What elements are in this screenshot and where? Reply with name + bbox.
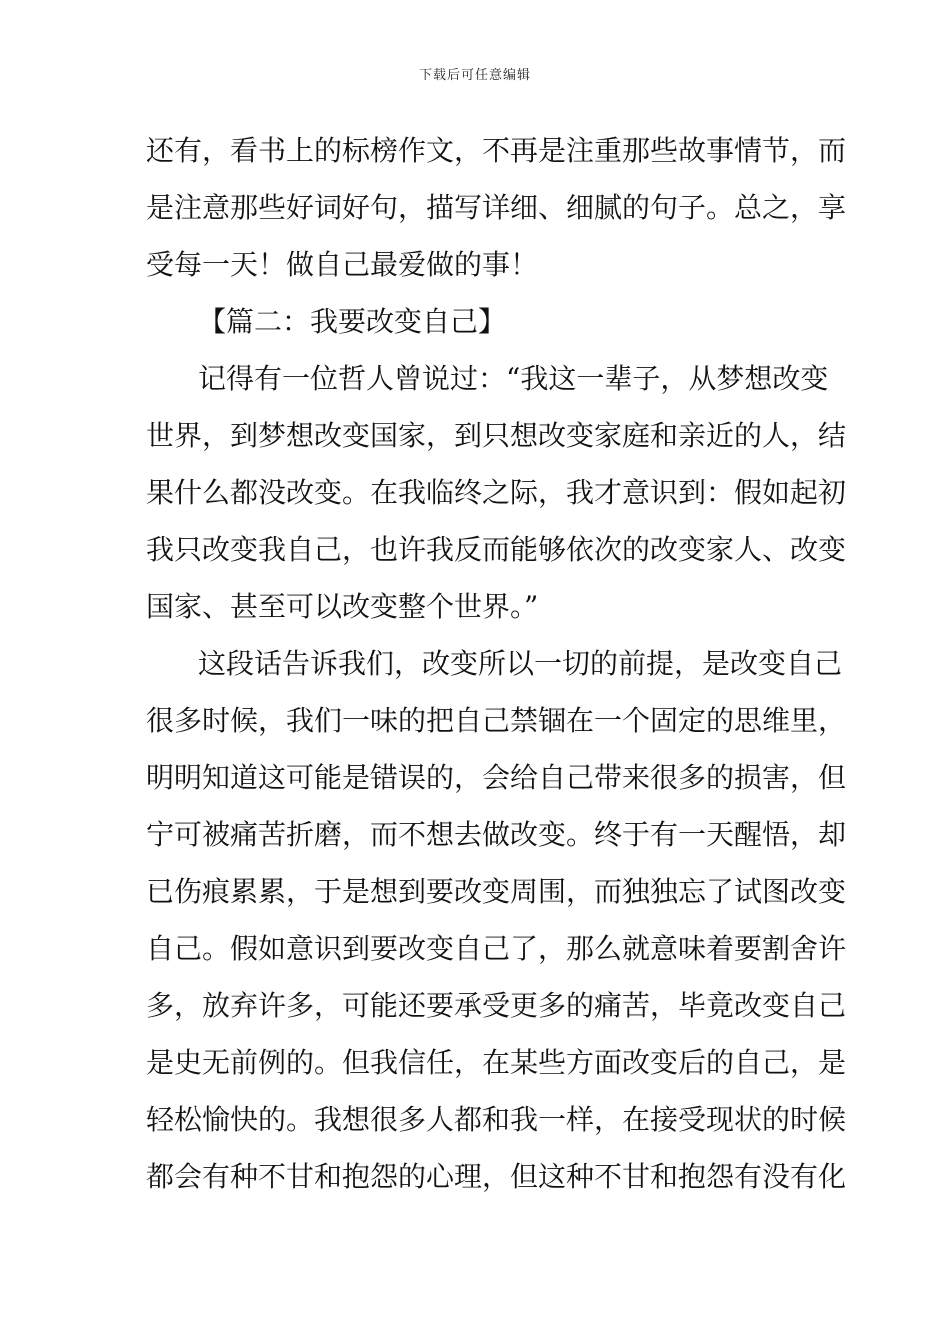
- text-line: 是史无前例的。但我信任，在某些方面改变后的自己，是: [146, 1046, 847, 1079]
- text-line: 还有，看书上的标榜作文，不再是注重那些故事情节，而: [146, 134, 847, 167]
- text-line: 多，放弃许多，可能还要承受更多的痛苦，毕竟改变自己: [146, 989, 847, 1022]
- text-line: 宁可被痛苦折磨，而不想去做改变。终于有一天醒悟，却: [146, 818, 847, 851]
- text-line: 世界，到梦想改变国家，到只想改变家庭和亲近的人，结: [146, 419, 847, 452]
- text-line: 自己。假如意识到要改变自己了，那么就意味着要割舍许: [146, 932, 847, 965]
- text-line: 我只改变我自己，也许我反而能够依次的改变家人、改变: [146, 533, 847, 566]
- text-line: 是注意那些好词好句，描写详细、细腻的句子。总之，享: [146, 191, 847, 224]
- section-heading: 【篇二：我要改变自己】: [198, 305, 507, 338]
- text-line: 明明知道这可能是错误的，会给自己带来很多的损害，但: [146, 761, 847, 794]
- document-body: [146, 122, 847, 1205]
- text-line: 已伤痕累累，于是想到要改变周围，而独独忘了试图改变: [146, 875, 847, 908]
- text-line: 受每一天！做自己最爱做的事！: [146, 248, 539, 281]
- text-line: 都会有种不甘和抱怨的心理，但这种不甘和抱怨有没有化: [146, 1160, 847, 1193]
- text-line: 记得有一位哲人曾说过：“我这一辈子，从梦想改变: [198, 362, 829, 395]
- text-line: 国家、甚至可以改变整个世界。”: [146, 590, 539, 623]
- text-line: 果什么都没改变。在我临终之际，我才意识到：假如起初: [146, 476, 847, 509]
- text-line: 很多时候，我们一味的把自己禁锢在一个固定的思维里，: [146, 704, 847, 737]
- page-header: 下载后可任意编辑: [418, 68, 531, 83]
- text-line: 轻松愉快的。我想很多人都和我一样，在接受现状的时候: [146, 1103, 847, 1136]
- text-line: 这段话告诉我们，改变所以一切的前提，是改变自己: [198, 647, 843, 680]
